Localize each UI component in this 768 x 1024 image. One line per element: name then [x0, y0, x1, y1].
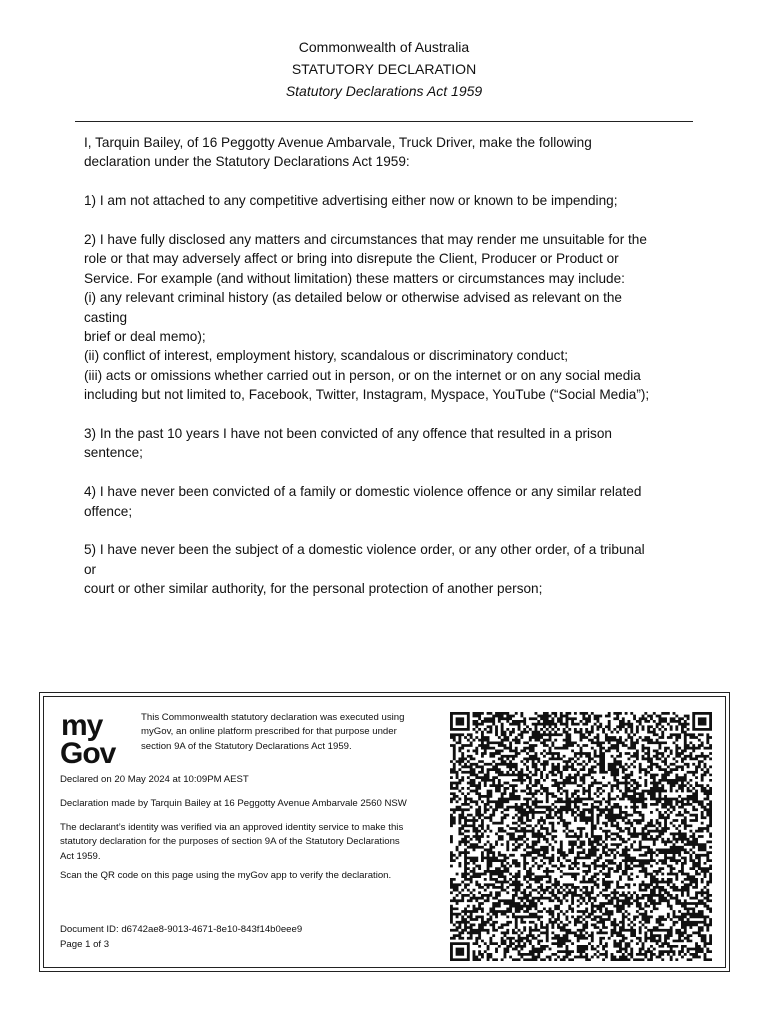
- mygov-logo: [60, 709, 130, 765]
- card-text-line: This Commonwealth statutory declaration was executed using: [141, 712, 405, 723]
- page-number: Page 1 of 3: [60, 939, 110, 950]
- card-text-line: statutory declaration for the purposes of section 9A of the Statutory Declarations: [60, 836, 400, 848]
- declaration-item-5: [84, 540, 694, 598]
- text-line: declaration under the Statutory Declarations Act 1959:: [84, 154, 410, 170]
- document-id: Document ID: d6742ae8-9013-4671-8e10-843f14b0eee9: [60, 924, 303, 935]
- text-line: (iii) acts or omissions whether carried out in person, or on the internet or on any social media: [84, 367, 641, 383]
- text-line: brief or deal memo);: [84, 329, 206, 345]
- declaration-item-3: [84, 424, 694, 463]
- text-line: I, Tarquin Bailey, of 16 Peggotty Avenue Ambarvale, Truck Driver, make the following: [84, 135, 592, 150]
- header-jurisdiction: Commonwealth of Australia: [298, 39, 470, 55]
- text-line: role or that may adversely affect or bring into disrepute the Client, Producer or Product or: [84, 251, 619, 267]
- text-line: Service. For example (and without limitation) these matters or circumstances may include:: [84, 270, 625, 286]
- text-line: 3) In the past 10 years I have not been convicted of any offence that resulted in a prison: [84, 426, 612, 442]
- mygov-intro: [141, 711, 441, 754]
- card-text-line: section 9A of the Statutory Declarations Act 1959.: [141, 740, 352, 752]
- declaration-item-1: [84, 191, 694, 210]
- declared-by: Declaration made by Tarquin Bailey at 16 Peggotty Avenue Ambarvale 2560 NSW: [60, 798, 407, 809]
- text-line: (i) any relevant criminal history (as detailed below or otherwise advised as relevant on the: [84, 290, 622, 306]
- scan-instruction: Scan the QR code on this page using the myGov app to verify the declaration.: [60, 870, 392, 881]
- declaration-item-2: [84, 230, 694, 405]
- declaration-body: [84, 133, 694, 618]
- mygov-card-inner: [43, 696, 726, 968]
- header-divider: [75, 121, 693, 122]
- text-line: 1) I am not attached to any competitive advertising either now or known to be impending;: [84, 193, 618, 209]
- text-line: casting: [84, 309, 128, 325]
- logo-my: my: [61, 709, 103, 742]
- text-line: 2) I have fully disclosed any matters and circumstances that may render me unsuitable for the: [84, 232, 647, 247]
- card-text-line: Act 1959.: [60, 850, 101, 862]
- declared-on: Declared on 20 May 2024 at 10:09PM AEST: [60, 774, 249, 785]
- identity-statement: [60, 821, 445, 864]
- declaration-item-4: [84, 482, 694, 521]
- header-title: STATUTORY DECLARATION: [291, 61, 477, 77]
- declaration-intro: [84, 133, 694, 172]
- header-act: Statutory Declarations Act 1959: [285, 83, 483, 99]
- text-line: 5) I have never been the subject of a domestic violence order, or any other order, of a tribunal: [84, 542, 645, 558]
- declaration-header: [0, 36, 768, 102]
- card-text-line: The declarant’s identity was verified via an approved identity service to make this: [60, 822, 404, 833]
- text-line: or: [84, 561, 97, 577]
- logo-gov: Gov: [60, 737, 116, 765]
- text-line: offence;: [84, 503, 133, 519]
- mygov-verification-card: [39, 692, 730, 972]
- qr-modules: [450, 712, 712, 961]
- text-line: court or other similar authority, for the personal protection of another person;: [84, 581, 543, 597]
- text-line: 4) I have never been convicted of a family or domestic violence offence or any similar related: [84, 484, 642, 500]
- card-text-line: myGov, an online platform prescribed for that purpose under: [141, 726, 397, 738]
- text-line: (ii) conflict of interest, employment history, scandalous or discriminatory conduct;: [84, 348, 569, 364]
- text-line: including but not limited to, Facebook, Twitter, Instagram, Myspace, YouTube (“Social Media”);: [84, 387, 650, 403]
- qr-code[interactable]: [450, 712, 712, 961]
- text-line: sentence;: [84, 445, 143, 461]
